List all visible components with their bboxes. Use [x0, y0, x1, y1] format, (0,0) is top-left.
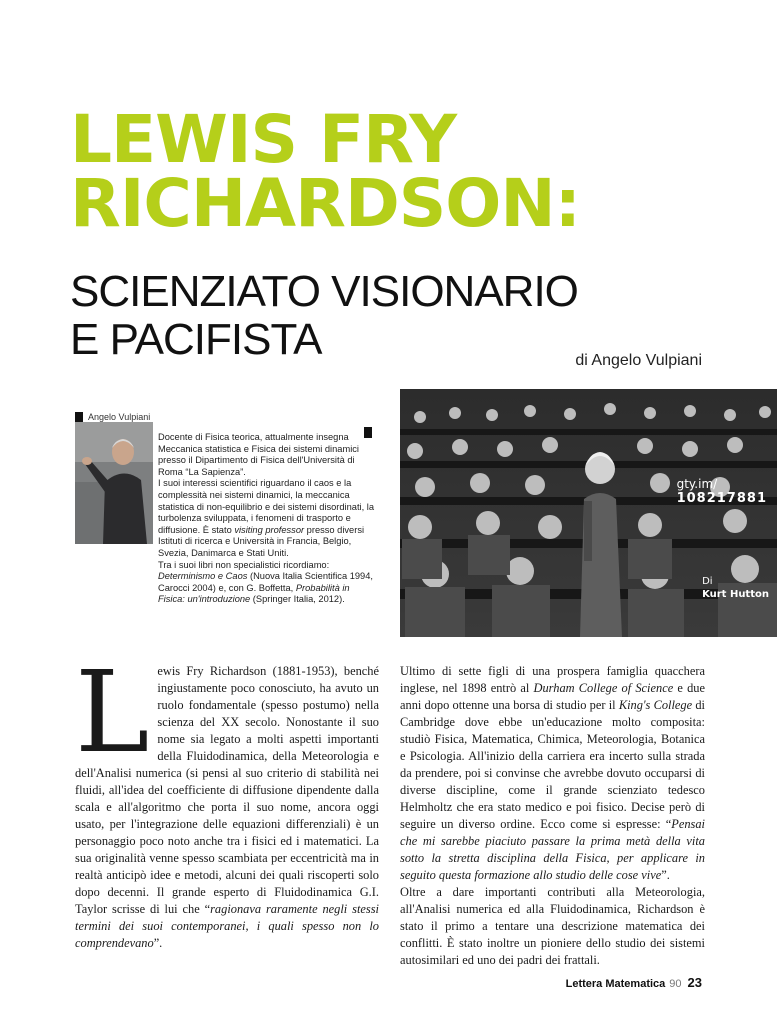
bio-text-run: (Nuova Italia Scientifica 1994, Carocci 2004) e, con G. Boffetta, — [158, 571, 373, 593]
page-footer — [566, 975, 702, 990]
institution-name: King's College — [618, 698, 693, 712]
getty-image-id: 108217881 — [676, 491, 767, 506]
subtitle-line-1: SCIENZIATO VISIONARIO — [70, 267, 578, 316]
author-bio — [158, 432, 376, 606]
article-title — [70, 101, 581, 242]
body-text-run: Ultimo di sette figli di una prospera famiglia quacchera inglese, nel 1898 entrò al — [400, 664, 705, 695]
body-text-run: e due anni dopo ottenne una borsa di studio per il — [400, 681, 705, 712]
lecture-hall-photo — [400, 389, 777, 637]
magazine-name: Lettera Matematica — [565, 978, 666, 990]
bio-paragraph-1: Docente di Fisica teorica, attualmente insegna Meccanica statistica e Fisica dei sistemi dinamici presso il Dipartimento di Fisica dell'Università di Roma “La Sapienza”. — [158, 432, 359, 477]
bio-book-title: Determinismo e Caos — [158, 571, 248, 582]
body-text-run: di Cambridge dove ebbe un'educazione molto composita: studiò Fisica, Matematica, Chimica, Meteorologia, Botanica e Psicologia. All'inizio della carriera era incerto sulla strada da prendere, poi si convinse che avrebbe dovuto occuparsi di diverse discipline, come il grande scienziato tedesco Helmholtz che era stato medico e poi fisico. Decise però di seguire un diverso ordine. Ecco come si espresse: “ — [400, 698, 705, 831]
bio-photo-label: Angelo Vulpiani — [88, 412, 151, 422]
author-photo — [75, 422, 153, 544]
institution-name: Durham College of Science — [533, 681, 674, 695]
author-photo-image — [75, 422, 153, 544]
article-column-right — [400, 663, 705, 969]
subtitle-line-2: E PACIFISTA — [70, 315, 322, 364]
body-text-run: ”. — [661, 868, 670, 882]
getty-watermark — [677, 477, 767, 506]
bio-text-run: I suoi interessi scientifici riguardano il caos e la complessità nei sistemi dinamici, la meccanica statistica di non-equilibrio e dei sistemi disordinati, la turbolenza sviluppata, i fenomeni di trasporto e diffusione. È stato — [158, 478, 374, 535]
richardson-quote: Pensai che mi sarebbe piaciuto passare la prima metà della vita sotto la stretta disciplina della Fisica, per applicare in seguito questa formazione allo studio delle cose vive — [400, 817, 705, 882]
bio-paragraph-2 — [158, 478, 376, 559]
article-column-left — [75, 648, 379, 952]
bio-text-run: (Springer Italia, 2012). — [250, 594, 345, 605]
bio-emphasis: visiting professor — [234, 524, 305, 535]
photo-credit-name: Kurt Hutton — [702, 589, 769, 600]
issue-number: 90 — [669, 978, 682, 990]
body-paragraph-1 — [75, 648, 379, 952]
getty-url: gty.im/ — [676, 477, 718, 491]
title-line-2: RICHARDSON: — [70, 165, 581, 242]
bio-paragraph-3 — [158, 560, 376, 606]
bio-book-title: Probabilità in Fisica: un'introduzione — [158, 582, 350, 605]
article-subtitle — [70, 268, 578, 364]
bio-text-run: presso diversi Istituti di ricerca e Università in Francia, Belgio, Svezia, Danimarca e Stati Uniti. — [158, 524, 365, 558]
byline: di Angelo Vulpiani — [575, 352, 702, 369]
photo-credit-prefix: Di — [702, 576, 713, 587]
photo-credit — [702, 575, 769, 601]
title-line-1: LEWIS FRY — [70, 101, 457, 178]
body-paragraph-2 — [400, 663, 705, 884]
body-text-run: ”. — [153, 936, 163, 950]
bio-text-run: Tra i suoi libri non specialistici ricordiamo: — [158, 559, 330, 570]
body-paragraph-3: Oltre a dare importanti contributi alla Meteorologia, all'Analisi numerica ed alla Fluidodinamica, Richardson è stato il primo a tentare una descrizione matematica dei conflitti. È stato inoltre un pioniere dello studio dei sistemi autosimilari ed uno dei padri dei frattali. — [400, 885, 705, 967]
page-number: 23 — [687, 975, 702, 990]
drop-cap: L — [75, 648, 150, 778]
body-text-run: ewis Fry Richardson (1881-1953), benché ingiustamente poco conosciuto, ha avuto un ruolo fondamentale (spesso postumo) nella scienza del XX secolo. Nonostante il suo nome sia legato a molti aspetti importanti della Fluidodinamica, della Meteorologia e dell'Analisi numerica (si pensi al suo criterio di stabilità nei fluidi, all'idea del coefficiente di diffusione dipendente dalla scala e all'algoritmo che porta il suo nome, ancora oggi usato, per l'integrazione delle equazioni differenziali) è un personaggio poco noto anche tra i fisici ed i matematici. La sua originalità venne spesso scambiata per eccentricità ma in realtà anticipò idee e metodi, alcuni dei quali riscoperti solo dopo decenni. Il grande esperto di Fluidodinamica G.I. Taylor scrisse di lui che “ — [75, 664, 379, 916]
taylor-quote: ragionava raramente negli stessi termini dei suoi contemporanei, i quali spesso non lo comprendevano — [75, 902, 379, 950]
